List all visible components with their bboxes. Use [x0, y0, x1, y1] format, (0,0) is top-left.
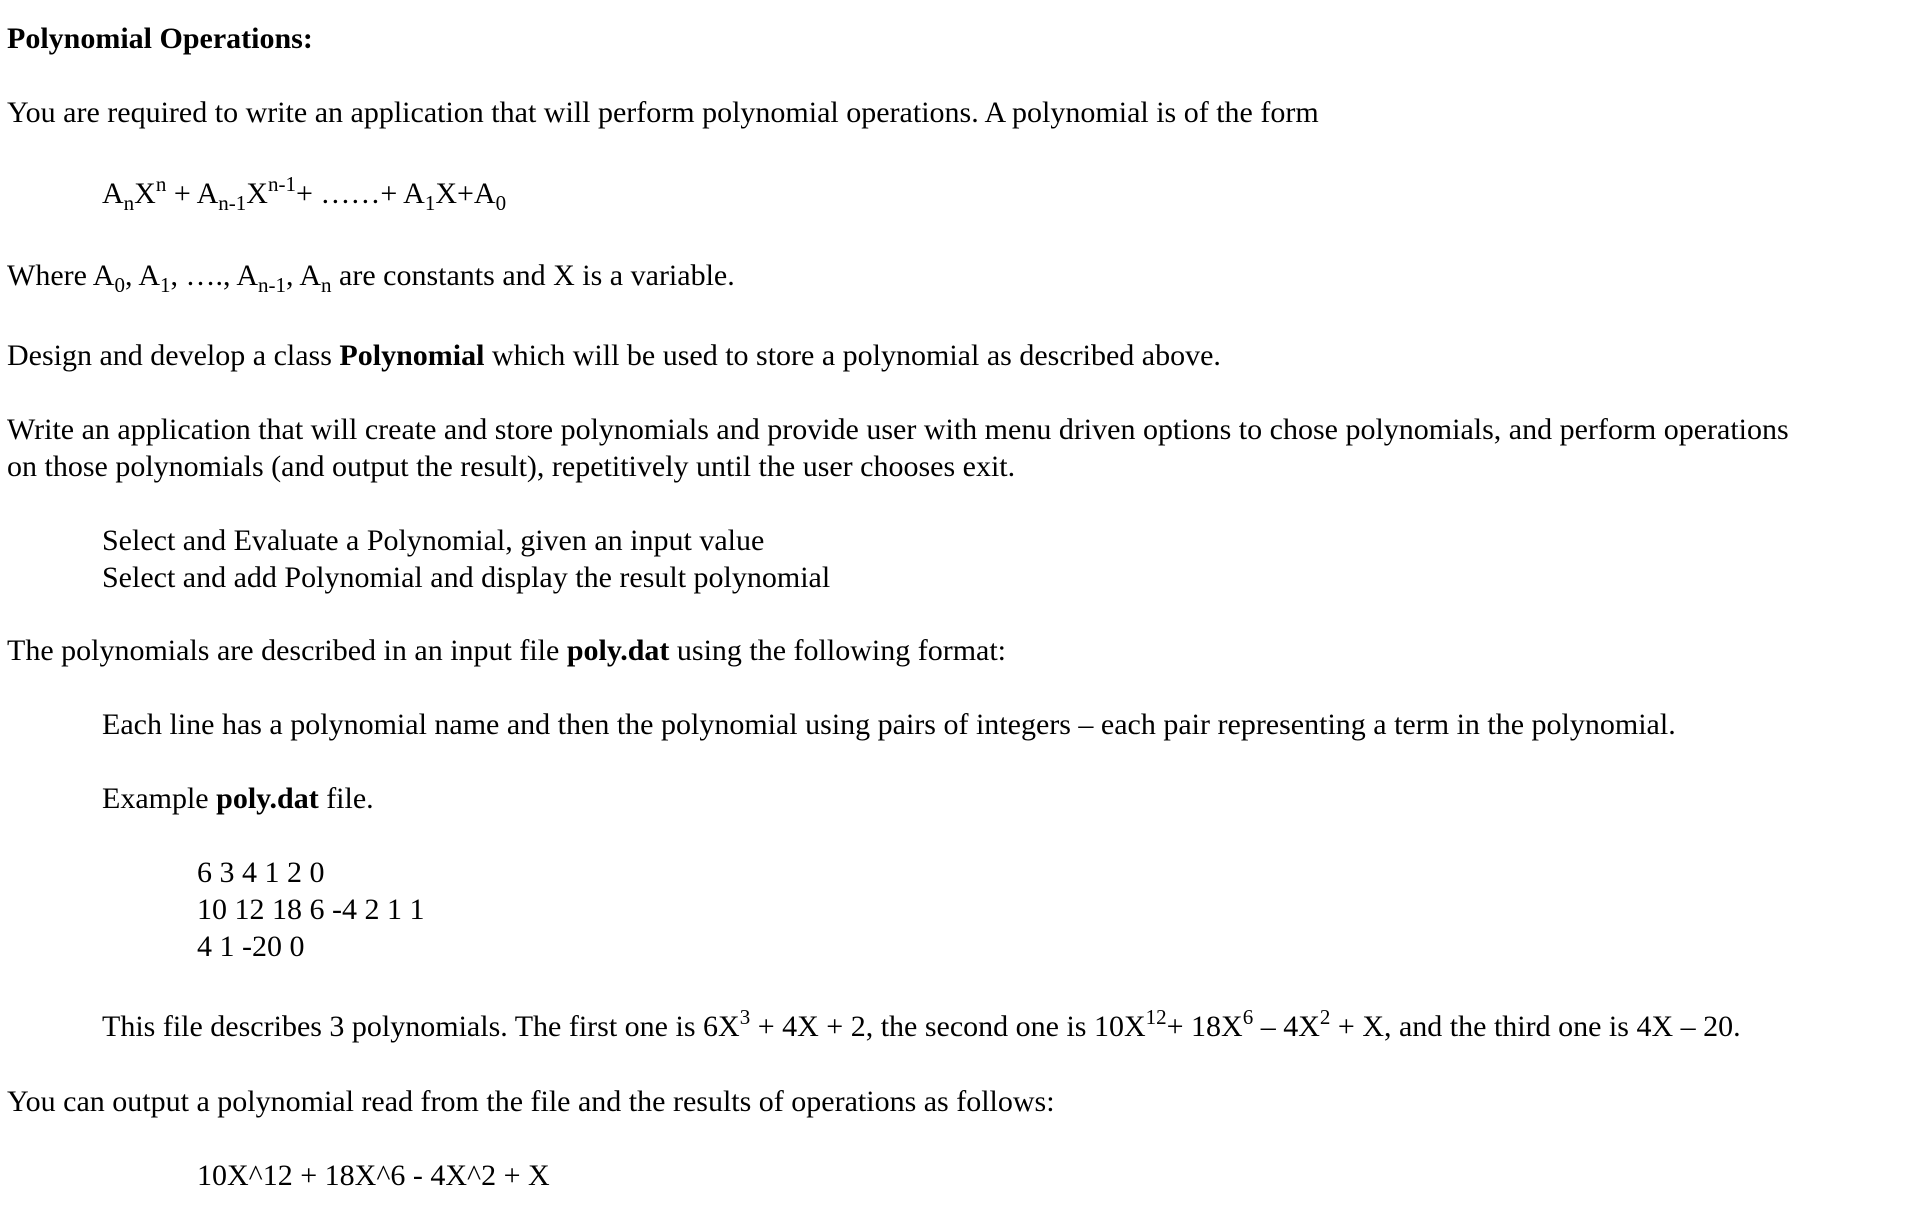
formula-term: A — [102, 177, 124, 210]
input-file-text: The polynomials are described in an input file — [7, 634, 567, 667]
where-separator: , …., — [170, 259, 237, 292]
file-line: 6 3 4 1 2 0 — [197, 856, 325, 889]
example-heading — [102, 780, 374, 817]
where-subscript: n-1 — [258, 273, 287, 297]
class-name: Polynomial — [339, 339, 485, 372]
file-name: poly.dat — [216, 782, 319, 815]
where-text: are constants and X is a variable. — [331, 259, 735, 292]
where-subscript: 0 — [114, 273, 125, 297]
menu-item: Select and add Polynomial and display the result polynomial — [102, 561, 831, 594]
where-constant: A — [236, 259, 259, 292]
where-text: Where — [7, 259, 93, 292]
formula-operator: + — [295, 177, 321, 210]
where-subscript: n — [321, 273, 332, 297]
describes-paragraph — [102, 1005, 1741, 1045]
describes-text: – 4X — [1253, 1010, 1320, 1043]
input-file-paragraph — [7, 632, 1006, 669]
formula-subscript: 0 — [495, 191, 507, 215]
file-name: poly.dat — [566, 634, 670, 667]
formula-ellipsis: ……+ — [320, 177, 404, 210]
formula-variable: X — [246, 177, 268, 210]
file-line: 4 1 -20 0 — [197, 930, 305, 963]
formula-term: A — [473, 177, 496, 210]
where-constant: A — [138, 259, 160, 292]
page-title: Polynomial Operations: — [7, 22, 313, 55]
intro-paragraph: You are required to write an application that will perform polynomial operations. A polynomial is of the form — [7, 96, 1319, 129]
formula-subscript: n-1 — [218, 191, 247, 215]
where-constant: A — [299, 259, 322, 292]
formula-subscript: 1 — [424, 191, 436, 215]
describes-text: This file describes 3 polynomials. The first one is 6X — [102, 1010, 740, 1043]
describes-text: + X, and the third one is 4X – 20. — [1330, 1010, 1741, 1043]
formula-superscript: n-1 — [267, 172, 296, 196]
formula-variable: X — [134, 177, 156, 210]
formula-operator: + — [166, 177, 197, 210]
polynomial-formula — [102, 172, 507, 215]
formula-term: A — [196, 177, 219, 210]
exponent: 6 — [1242, 1005, 1254, 1029]
formula-superscript: n — [155, 172, 167, 196]
exponent: 3 — [739, 1005, 751, 1029]
where-constant: A — [92, 259, 115, 292]
where-separator: , — [124, 259, 139, 292]
format-description: Each line has a polynomial name and then the polynomial using pairs of integers – each pair representing a term in the polynomial. — [102, 708, 1676, 741]
menu-item: Select and Evaluate a Polynomial, given an input value — [102, 524, 765, 557]
formula-term: A — [403, 177, 425, 210]
input-file-text: using the following format: — [669, 634, 1007, 667]
example-text: file. — [318, 782, 374, 815]
where-separator: , — [286, 259, 300, 292]
design-text: Design and develop a class — [7, 339, 340, 372]
exponent: 2 — [1319, 1005, 1331, 1029]
output-example: 10X^12 + 18X^6 - 4X^2 + X — [197, 1159, 550, 1192]
formula-variable: X+ — [435, 177, 474, 210]
exponent: 12 — [1145, 1005, 1167, 1029]
write-paragraph-line-2: on those polynomials (and output the result), repetitively until the user chooses exit. — [7, 450, 1016, 483]
output-intro: You can output a polynomial read from the file and the results of operations as follows: — [7, 1085, 1055, 1118]
example-text: Example — [102, 782, 217, 815]
where-paragraph — [7, 257, 735, 297]
where-subscript: 1 — [159, 273, 171, 297]
design-text: which will be used to store a polynomial as described above. — [484, 339, 1221, 372]
file-line: 10 12 18 6 -4 2 1 1 — [197, 893, 425, 926]
describes-text: + 18X — [1166, 1010, 1243, 1043]
formula-subscript: n — [123, 191, 135, 215]
write-paragraph-line-1: Write an application that will create and store polynomials and provide user with menu driven options to chose polynomials, and perform operations — [7, 413, 1789, 446]
design-paragraph — [7, 337, 1221, 374]
describes-text: + 4X + 2, the second one is 10X — [750, 1010, 1146, 1043]
